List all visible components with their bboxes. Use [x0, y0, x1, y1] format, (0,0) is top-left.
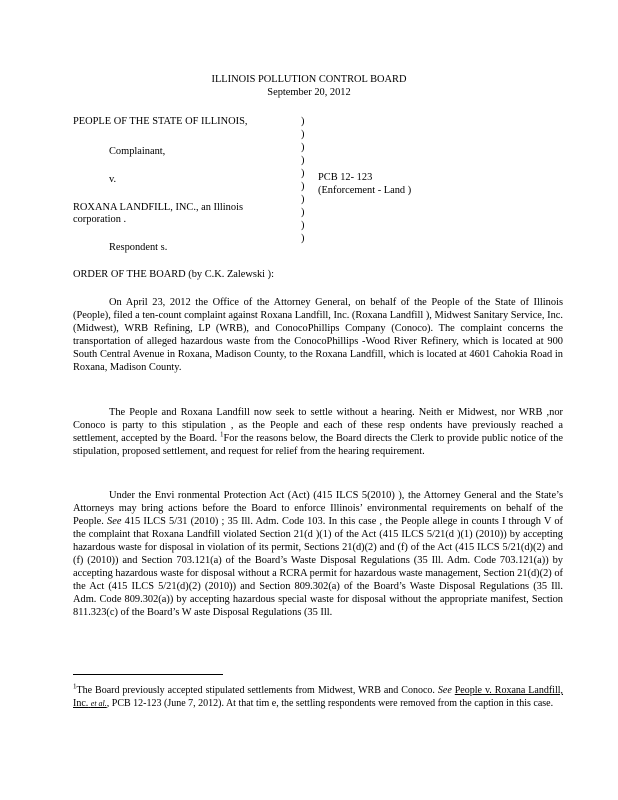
versus-label: v.: [109, 174, 117, 185]
footnote-ref: 1: [219, 430, 224, 439]
defendant-role: Respondent s.: [109, 242, 168, 253]
plaintiff-name: PEOPLE OF THE STATE OF ILLINOIS,: [73, 116, 248, 127]
defendant-name: ROXANA LANDFILL, INC., an Illinois: [73, 202, 243, 213]
case-type: (Enforcement - Land ): [318, 185, 412, 196]
footnote-case-name: People v. Roxana Landfill, Inc. et al.: [73, 685, 564, 709]
citation-signal: See: [107, 516, 122, 527]
footnote-divider: [73, 674, 223, 675]
plaintiff-role: Complainant,: [109, 146, 166, 157]
footnote: $^1$The Board previously accepted stipulated settlements from Midwest, WRB and Conoco. See People v. Roxana Landfill, Inc. et al., PCB 12-123 (June 7, 2012). At that tim e, the settling respondents were removed from the caption in this case.: [73, 682, 564, 709]
case-number: PCB 12- 123: [318, 172, 373, 183]
paragraph-complaint: On April 23, 2012 the Office of the Attorney General, on behalf of the People of the State of Illinois (People), filed a ten-count complaint against Roxana Landfill, Inc. (Roxana Landfill ), Midwest Sanitary Service, Inc. (Midwest), WRB Refining, LP (WRB), and ConocoPhillips Company (Conoco). The complaint concerns the transportation of alleged hazardous waste from the ConocoPhillips -Wood River Refinery, which is located at 900 South Central Avenue in Roxana, Madison County, to the Roxana Landfill, which is located at 4601 Cahokia Road in Roxana, Madison County.: [73, 297, 563, 373]
order-date: September 20, 2012: [267, 87, 351, 98]
caption-brace: ) ) ) ) ) ) ) ) ) ): [301, 116, 305, 244]
board-name: ILLINOIS POLLUTION CONTROL BOARD: [211, 74, 407, 85]
footnote-mark: 1: [73, 682, 77, 691]
order-heading: ORDER OF THE BOARD (by C.K. Zalewski ):: [73, 269, 274, 280]
paragraph-authority: Under the Envi ronmental Protection Act (Act) (415 ILCS 5(2010) ), the Attorney General and the State’s Attorneys may bring actions before the Board to enforce Illinois’ environmental requirements on behalf of the People. See 415 ILCS 5/31 (2010) ; 35 Ill. Adm. Code 103. In this case , the People allege in counts I through V of the complaint that Roxana Landfill violated Section 21(d )(1) of the Act (415 ILCS 5/21(d )(1) (2010)) by accepting hazardous waste for disposal in violation of its permit, Sections 21(d)(2) and (f) of the Act (415 ILCS 5/21(d)(2) and (f) (2010)) and Section 703.121(a) of the Board’s Waste Disposal Regulations (35 Ill. Adm. Code 703.121(a)) by accepting hazardous waste for disposal without a RCRA permit for hazardous waste management, Section 21(d)(2) of the Act (415 ILCS 5/21(d)(2) (2010)) and Section 809.302(a) of the Board’s Waste Disposal Regulations (35 Ill. Adm. Code 809.302(a)) by accepting hazardous special waste for disposal without the appropriate manifest, Section 811.323(c) of the Board’s W aste Disposal Regulations (35 Ill.: [73, 490, 563, 618]
paragraph-settlement: The People and Roxana Landfill now seek to settle without a hearing. Neith er Midwest, nor WRB ,nor Conoco is party to this stipulation , as the People and each of these resp ondents have previously reached a settlement, accepted by the Board. $^1$For the reasons below, the Board directs the Clerk to provide public notice of the stipulation, proposed settlement, and request for relief from the hearing requirement.: [73, 407, 564, 457]
defendant-name-cont: corporation .: [73, 214, 127, 225]
